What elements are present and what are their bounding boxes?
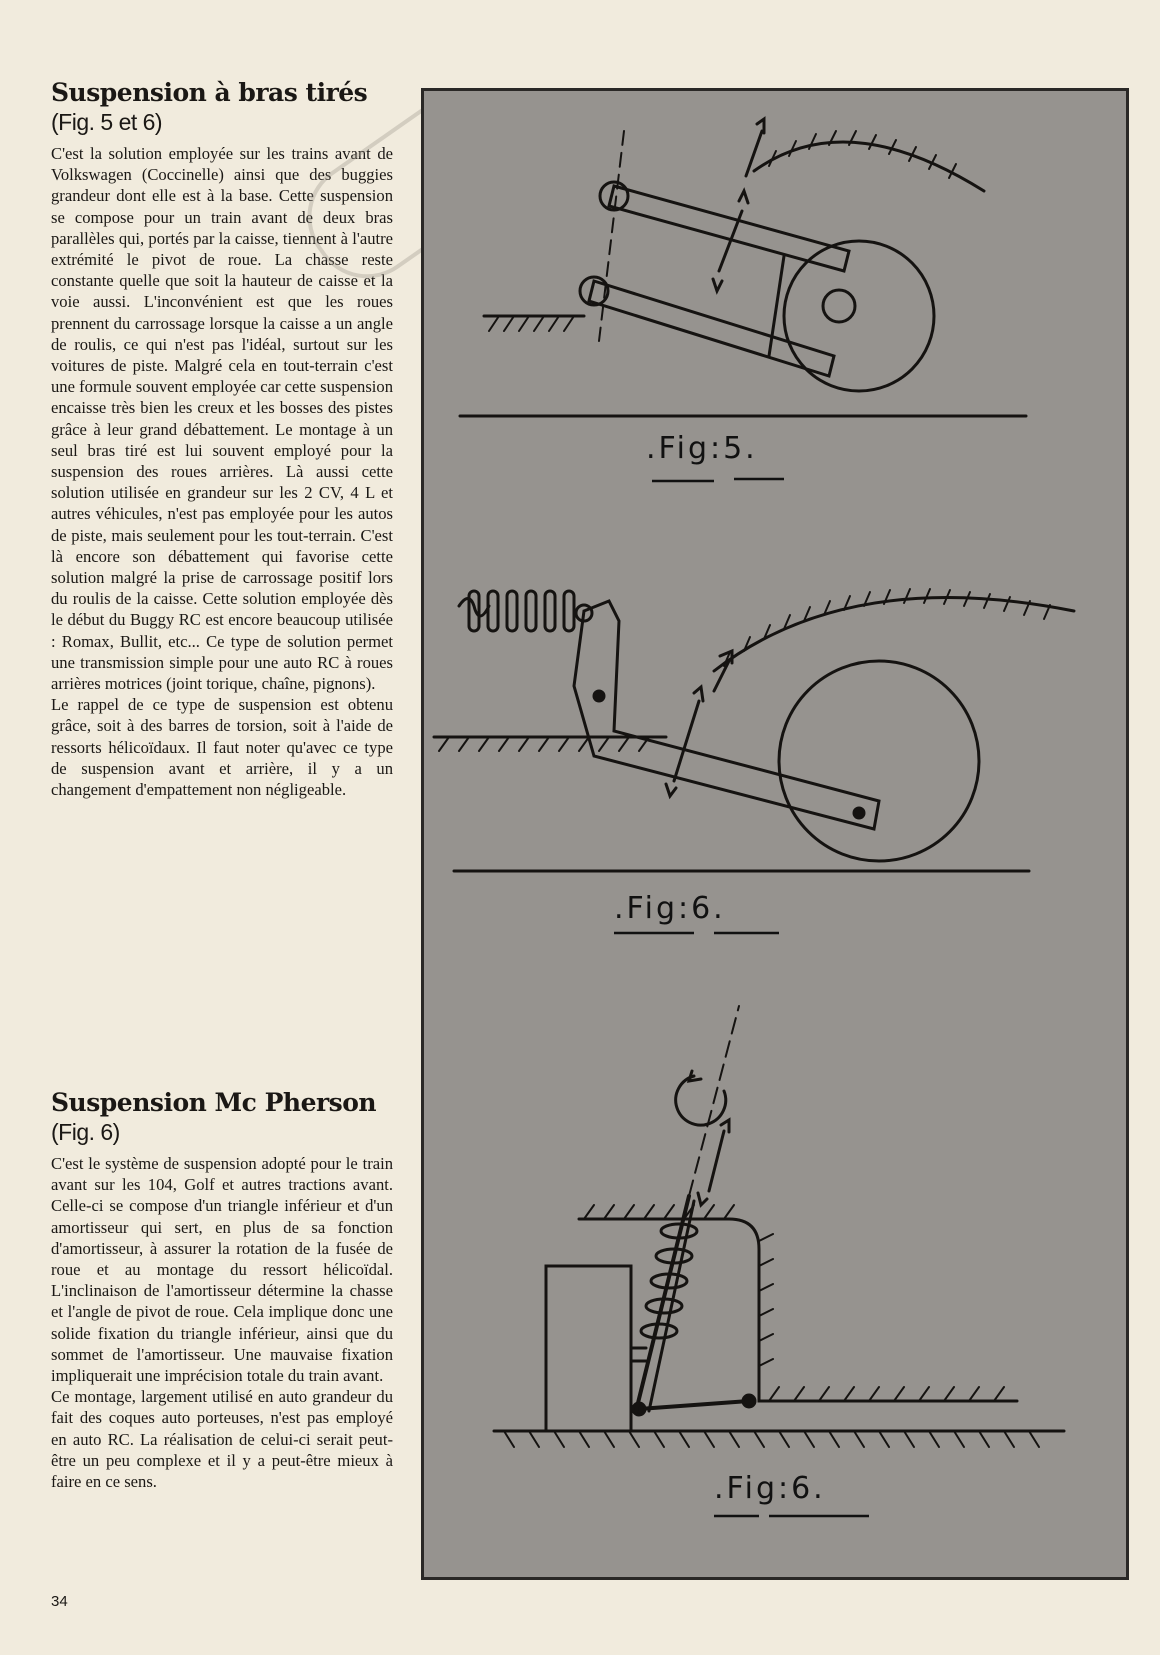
fig6-caption: .Fig:6.	[614, 891, 726, 926]
paragraph: Ce montage, largement utilisé en auto grandeur du fait des coques auto porteuses, n'est pas employé en auto RC. La réalisation de celui-ci serait peut-être un peu complexe et il y a peut-être mieux à faire en ce sens.	[51, 1387, 393, 1492]
paragraph: Le rappel de ce type de suspension est obtenu grâce, soit à des barres de torsion, soit à l'aide de ressorts hélicoïdaux. Il faut noter qu'avec ce type de suspension avant et arrière, il y a un changement d'empattement non négligeable.	[51, 695, 393, 800]
paragraph: C'est le système de suspension adopté pour le train avant sur les 104, Golf et autres tractions avant. Celle-ci se compose d'un triangle inférieur et d'un amortisseur qui sert, en plus de sa fonction d'amortisseur, à assurer la rotation de la fusée de roue et au montage du ressort hélicoïdal. L'inclinaison de l'amortisseur détermine la chasse et l'angle de pivot de roue. Cela implique donc une solide fixation du triangle inférieur, ainsi que du sommet de l'amortisseur. Une mauvaise fixation impliquerait une imprécision totale du train avant.	[51, 1154, 393, 1386]
heading-fig-ref: (Fig. 6)	[51, 1119, 120, 1145]
heading-title: Suspension à bras tirés	[51, 78, 368, 107]
heading-title: Suspension Mc Pherson	[51, 1088, 377, 1117]
fig5-drawing	[460, 119, 1026, 416]
section-mcpherson	[51, 1088, 393, 1492]
paragraph: C'est la solution employée sur les trains avant de Volkswagen (Coccinelle) ainsi que des buggies grandeur dont elle est à la base. Cette suspension se compose pour un train avant de deux bras parallèles qui, portés par la caisse, tiennent à l'autre extrémité le pivot de roue. La chasse reste constante quelle que soit la hauteur de caisse et la voie aussi. L'inconvénient est que les roues prennent du carrossage lorsque la caisse a un angle de roulis, ce qui n'est pas l'idéal, surtout sur les voitures de piste. Malgré cela en tout-terrain c'est une formule souvent employée car cette suspension encaisse très bien les creux et les bosses des pistes grâce à leur grand débattement. Le montage à un seul bras tiré est lui souvent employé pour la suspension des roues arrières. Là aussi cette solution utilisée en grandeur sur les 2 CV, 4 L et autres véhicules, n'est pas employée pour les autos de piste, mais seulement pour les tout-terrain. C'est là encore son débattement qui favorise cette solution malgré la prise de carrossage positif lors du roulis de la caisse. Cette solution employée dès le début du Buggy RC est encore beaucoup utilisée : Romax, Bullit, etc... Ce type de solution permet une transmission simple pour une auto RC à roues arrières motrices (joint torique, chaîne, pignons).	[51, 144, 393, 694]
page-number: 34	[51, 1593, 68, 1610]
fig5-caption: .Fig:5.	[646, 431, 758, 466]
suspension-drawings	[424, 91, 1126, 1577]
section-heading	[51, 78, 393, 137]
fig6-trailing-drawing	[434, 589, 1074, 871]
fig6-mcpherson-caption: .Fig:6.	[714, 1471, 826, 1506]
section-heading	[51, 1088, 393, 1147]
fig6-mcpherson-drawing	[494, 1006, 1064, 1447]
heading-fig-ref: (Fig. 5 et 6)	[51, 109, 163, 135]
figure-panel	[421, 88, 1129, 1580]
